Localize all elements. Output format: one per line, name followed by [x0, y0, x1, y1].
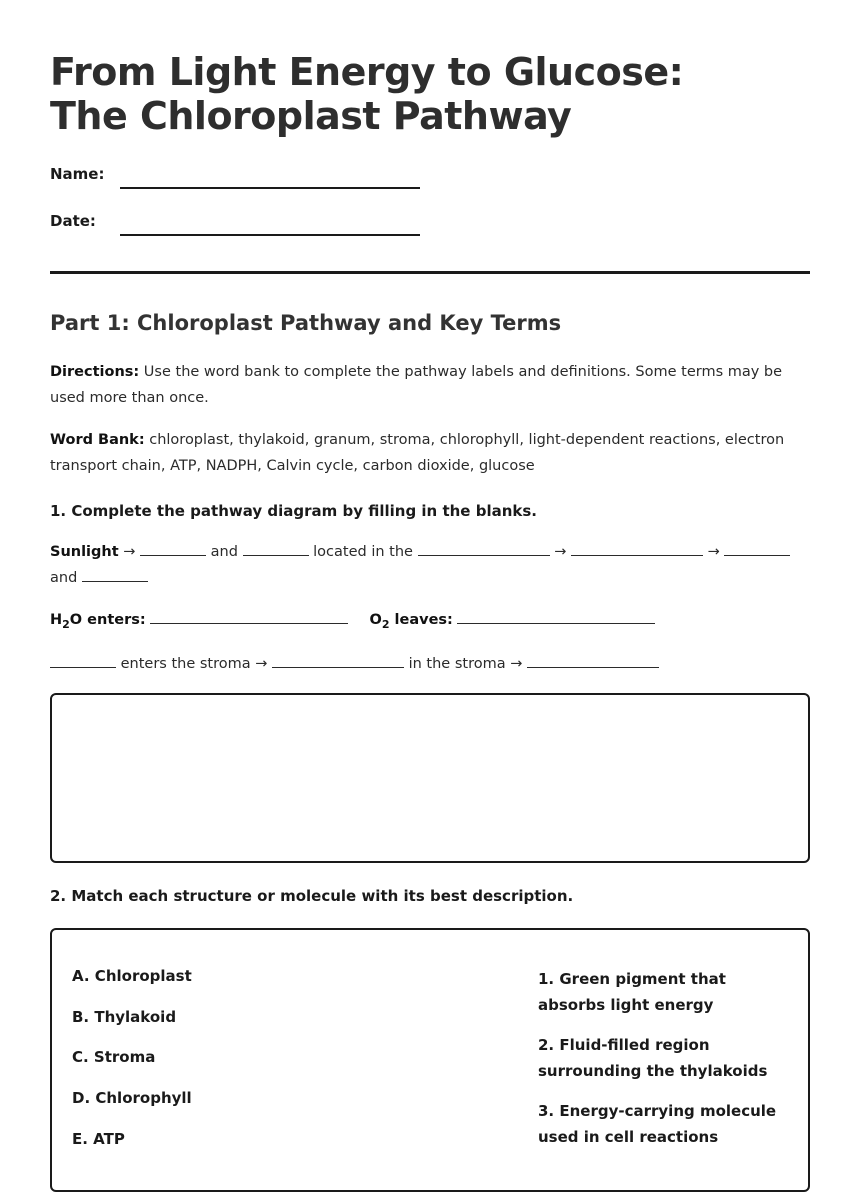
arrow-4: →: [255, 656, 268, 672]
question-1-heading: 1. Complete the pathway diagram by filling in the blanks.: [50, 502, 537, 520]
name-field-row: [50, 165, 470, 195]
located-text: located in the: [313, 544, 413, 560]
directions-paragraph: [50, 359, 810, 411]
arrow-3: →: [707, 544, 720, 560]
pathway-line-1-cont: [50, 565, 810, 591]
and-text-2: and: [50, 570, 78, 586]
word-bank-text: chloroplast, thylakoid, granum, stroma, chlorophyll, light-dependent reactions, electron transport chain, ATP, NADPH, Calvin cycle, carbon dioxide, glucose: [50, 432, 785, 474]
sunlight-label: Sunlight: [50, 544, 119, 560]
enters-stroma-text: enters the stroma: [120, 656, 251, 672]
part1-heading: Part 1: Chloroplast Pathway and Key Terms: [50, 311, 562, 335]
pathway-diagram-box[interactable]: [50, 693, 810, 863]
pathway-line-3: [50, 651, 810, 677]
blank-7[interactable]: [50, 653, 116, 668]
match-description: 2. Fluid-filled region surrounding the thylakoids: [538, 1036, 768, 1080]
match-terms-column: [72, 966, 472, 1169]
o2-blank[interactable]: [457, 609, 655, 624]
blank-6[interactable]: [82, 567, 148, 582]
date-line[interactable]: [120, 234, 420, 236]
date-field-row: [50, 212, 470, 242]
h2o-label: $H_2O$ enters:: [50, 612, 146, 631]
blank-5[interactable]: [724, 541, 790, 556]
question-2-heading: 2. Match each structure or molecule with its best description.: [50, 887, 574, 905]
directions-label: Directions:: [50, 364, 140, 380]
match-description: 3. Energy-carrying molecule used in cell reactions: [538, 1102, 777, 1146]
word-bank-paragraph: [50, 427, 810, 479]
header-divider: [50, 271, 810, 274]
match-term: C. Stroma: [72, 1048, 156, 1067]
blank-2[interactable]: [243, 541, 309, 556]
in-stroma-text: in the stroma: [408, 656, 506, 672]
h2o-blank[interactable]: [150, 609, 348, 624]
date-label: Date:: [50, 212, 96, 230]
match-term: B. Thylakoid: [72, 1007, 177, 1026]
match-term: A. Chloroplast: [72, 967, 192, 985]
pathway-line-2: [50, 607, 810, 638]
blank-9[interactable]: [527, 653, 659, 668]
match-descriptions-column: [538, 966, 798, 1164]
matching-box: [50, 928, 810, 1192]
match-term: E. ATP: [72, 1129, 125, 1148]
name-label: Name:: [50, 165, 105, 183]
match-term: D. Chlorophyll: [72, 1089, 192, 1108]
directions-text: Use the word bank to complete the pathway labels and definitions. Some terms may be used more than once.: [50, 364, 783, 406]
o2-label: $O_2$ leaves:: [369, 612, 453, 631]
arrow-1: →: [123, 544, 136, 560]
and-text-1: and: [210, 544, 238, 560]
match-description: 1. Green pigment that absorbs light energy: [538, 970, 726, 1014]
blank-4[interactable]: [571, 541, 703, 556]
word-bank-label: Word Bank:: [50, 432, 145, 448]
pathway-line-1: [50, 539, 810, 565]
arrow-2: →: [554, 544, 567, 560]
blank-1[interactable]: [140, 541, 206, 556]
page-title: From Light Energy to Glucose: The Chloroplast Pathway: [50, 50, 684, 138]
blank-8[interactable]: [272, 653, 404, 668]
blank-3[interactable]: [418, 541, 550, 556]
name-line[interactable]: [120, 187, 420, 189]
arrow-5: →: [510, 656, 523, 672]
